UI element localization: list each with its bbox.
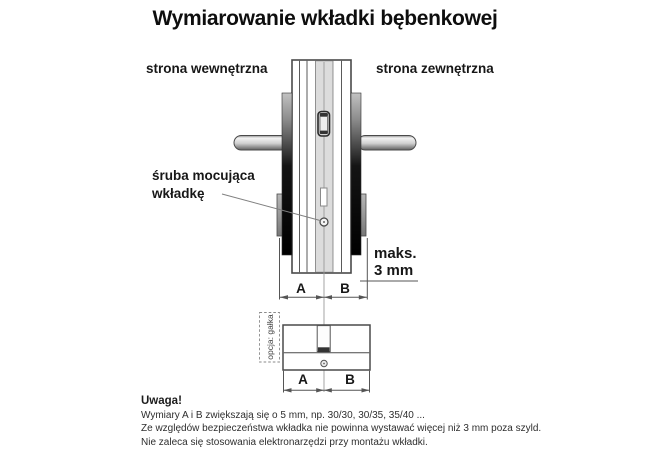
cylinder-profile [283, 325, 370, 370]
page-title: Wymiarowanie wkładki bębenkowej [152, 7, 498, 30]
label-fixing-screw [152, 167, 255, 203]
note-line-1: Wymiary A i B zwiększają się o 5 mm, np. 30/30, 30/35, 35/40 ... [141, 410, 425, 421]
handle-outer [358, 136, 416, 151]
label-max-line2: 3 mm [374, 262, 414, 279]
escutcheon-outer [351, 93, 361, 255]
label-inner-side: strona wewnętrzna [146, 61, 268, 76]
dim-label-b-lower: B [345, 372, 355, 387]
note-heading: Uwaga! [141, 395, 182, 407]
label-fixing-screw-line1: śruba mocująca [152, 168, 255, 183]
note-block [141, 395, 561, 449]
dim-label-b-upper: B [340, 281, 350, 296]
keyway-detail [318, 112, 330, 137]
dim-label-a-upper: A [296, 281, 306, 296]
label-fixing-screw-line2: wkładkę [152, 186, 205, 201]
escutcheon-inner [282, 93, 292, 255]
note-line-3: Nie zaleca się stosowania elektronarzędzi przy montażu wkładki. [141, 436, 428, 448]
dim-label-a-lower: A [298, 372, 308, 387]
label-max-line1: maks. [374, 245, 417, 262]
handle-inner [234, 136, 288, 151]
cam-slot [321, 188, 328, 206]
label-outer-side: strona zewnętrzna [376, 61, 494, 76]
door-cross-section [292, 60, 351, 273]
label-knob-option: opcja: gałka [264, 314, 275, 360]
note-line-2: Ze względów bezpieczeństwa wkładka nie powinna wystawać więcej niż 3 mm poza szyld. [141, 423, 542, 435]
label-max-protrusion [374, 245, 417, 279]
mounting-screw [320, 218, 328, 226]
